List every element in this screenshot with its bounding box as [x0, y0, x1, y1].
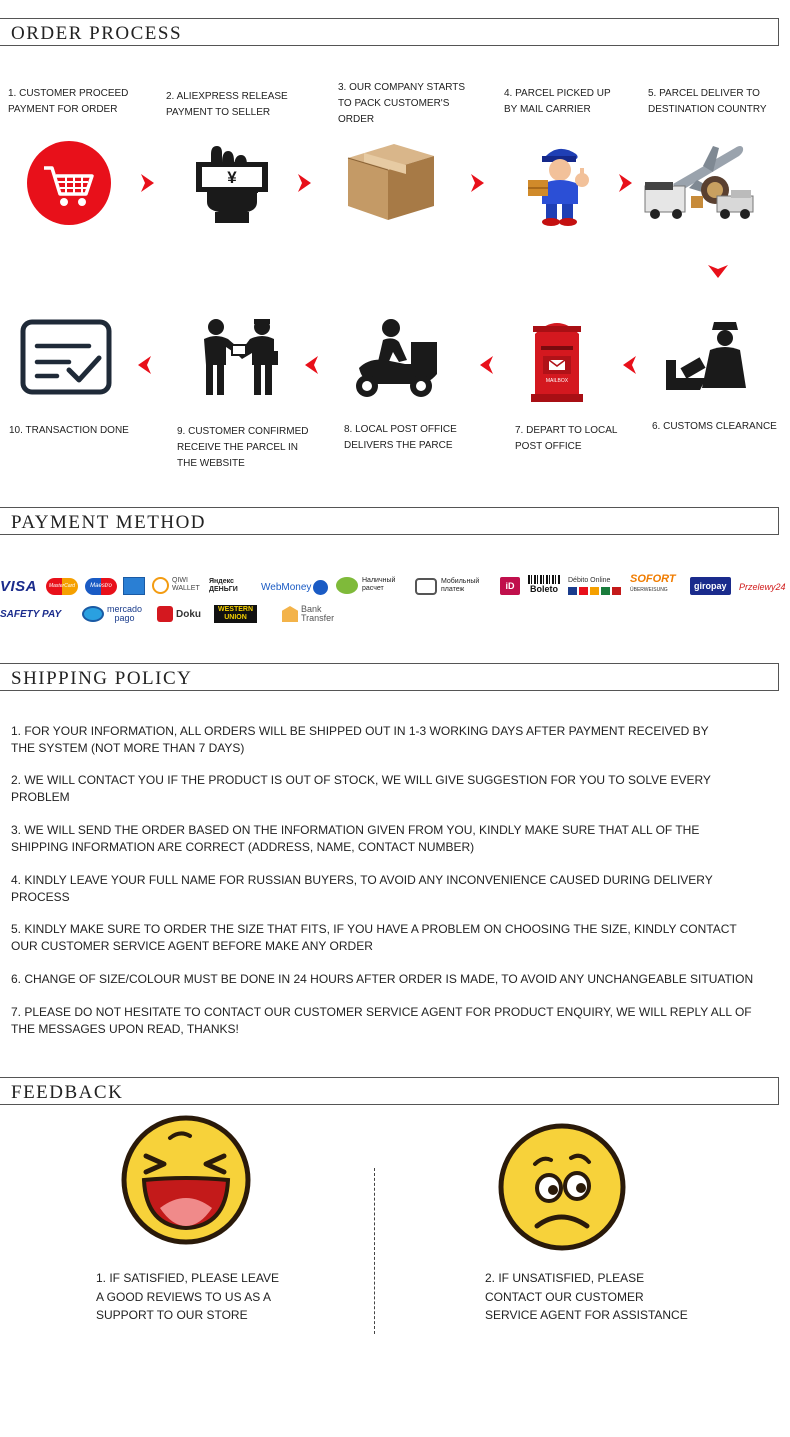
arrow-right-icon	[469, 173, 485, 193]
sofort-logo: SOFORT ÜBERWEISUNG	[630, 573, 676, 593]
feedback-divider	[374, 1168, 375, 1334]
shipping-policy-header	[0, 663, 779, 691]
handover-icon	[196, 315, 282, 399]
step-10-label: 10. TRANSACTION DONE	[9, 425, 129, 436]
mailbox-text: MAILBOX	[545, 378, 569, 384]
step-5-label: 5. PARCEL DELIVER TO DESTINATION COUNTRY	[648, 88, 767, 115]
webmoney-logo: WebMoney	[261, 577, 328, 597]
feedback-title: FEEDBACK	[11, 1082, 124, 1103]
customs-officer-icon	[662, 318, 752, 392]
arrow-left-icon	[622, 355, 638, 375]
order-process-title: ORDER PROCESS	[11, 23, 183, 44]
policy-item-1: 1. FOR YOUR INFORMATION, ALL ORDERS WILL BE SHIPPED OUT IN 1-3 WORKING DAYS AFTER PAYMENT RECEIVED BY THE SYSTEM (NOT MORE THAN 7 DAYS)	[11, 724, 709, 755]
policy-item-3: 3. WE WILL SEND THE ORDER BASED ON THE INFORMATION GIVEN FROM YOU, KINDLY MAKE SURE THAT ALL OF THE SHIPPING INFORMATION ARE CORRECT (ADDRESS, NAME, CONTACT NUMBER)	[11, 823, 700, 854]
policy-item-4: 4. KINDLY LEAVE YOUR FULL NAME FOR RUSSIAN BUYERS, TO AVOID ANY INCONVENIENCE CAUSED DURING DELIVERY PROCESS	[11, 873, 713, 904]
step-4-label: 4. PARCEL PICKED UP BY MAIL CARRIER	[504, 88, 611, 115]
checkmark-document-icon	[19, 318, 113, 396]
parcel-box-icon	[344, 136, 438, 224]
plane-truck-icon	[643, 140, 759, 224]
policy-item-7: 7. PLEASE DO NOT HESITATE TO CONTACT OUR CUSTOMER SERVICE AGENT FOR PRODUCT ENQUIRY, WE WILL REPLY ALL OF THE MESSAGES UPON READ, THANKS!	[11, 1005, 752, 1036]
feedback-satisfied-text: 1. IF SATISFIED, PLEASE LEAVE A GOOD REVIEWS TO US AS A SUPPORT TO OUR STORE	[96, 1271, 279, 1322]
step-9-label: 9. CUSTOMER CONFIRMED RECEIVE THE PARCEL IN THE WEBSITE	[177, 426, 309, 469]
western-union-logo: WESTERN UNION	[214, 604, 257, 624]
arrow-left-icon	[479, 355, 495, 375]
mercadopago-logo: mercado pago	[82, 604, 142, 624]
mail-carrier-icon	[522, 140, 600, 226]
amex-logo	[123, 576, 145, 596]
policy-item-5: 5. KINDLY MAKE SURE TO ORDER THE SIZE THAT FITS, IF YOU HAVE A PROBLEM ON CHOOSING THE SIZE, KINDLY CONTACT OUR CUSTOMER SERVICE AGENT BEFORE MAKE ANY ORDER	[11, 922, 737, 953]
step-7-label: 7. DEPART TO LOCAL POST OFFICE	[515, 425, 618, 452]
arrow-right-icon	[296, 173, 312, 193]
mobile-payment-logo: Мобильный платеж	[415, 576, 479, 596]
step-3-label: 3. OUR COMPANY STARTS TO PACK CUSTOMER'S ORDER	[338, 82, 466, 125]
yandex-money-logo: Яндекс ДЕНЬГИ	[209, 578, 238, 593]
policy-item-2: 2. WE WILL CONTACT YOU IF THE PRODUCT IS OUT OF STOCK, WE WILL GIVE SUGGESTION FOR YOU TO SOLVE EVERY PROBLEM	[11, 773, 711, 804]
maestro-logo: Maestro	[85, 576, 117, 596]
mailbox-icon	[531, 318, 583, 402]
bank-transfer-logo: Bank Transfer	[282, 604, 334, 624]
happy-face-icon	[120, 1114, 252, 1246]
boleto-logo: Boleto	[528, 575, 560, 595]
arrow-right-icon	[139, 173, 155, 193]
visa-logo: VISA	[0, 577, 38, 595]
safetypay-logo: SAFETY PAY	[0, 608, 62, 620]
step-2-label: 2. ALIEXPRESS RELEASE PAYMENT TO SELLER	[166, 91, 288, 118]
mastercard-logo: MasterCard	[46, 576, 78, 596]
cash-payment-logo: Наличный расчет	[336, 575, 395, 595]
payment-method-title: PAYMENT METHOD	[11, 512, 207, 533]
arrow-right-icon	[617, 173, 633, 193]
sad-face-icon	[497, 1122, 627, 1252]
debito-online-logo: Débito Online	[568, 575, 621, 595]
feedback-header	[0, 1077, 779, 1105]
step-1-label: 1. CUSTOMER PROCEED PAYMENT FOR ORDER	[8, 88, 129, 115]
step-8-label: 8. LOCAL POST OFFICE DELIVERS THE PARCE	[344, 424, 457, 451]
order-process-header	[0, 18, 779, 46]
przelewy24-logo: Przelewy24	[739, 581, 786, 592]
giropay-logo: giropay	[690, 576, 731, 596]
svg-text:¥: ¥	[227, 168, 237, 187]
arrow-left-icon	[304, 355, 320, 375]
shipping-policy-title: SHIPPING POLICY	[11, 668, 193, 689]
policy-item-6: 6. CHANGE OF SIZE/COLOUR MUST BE DONE IN 24 HOURS AFTER ORDER IS MADE, TO AVOID ANY UNCHANGEABLE SITUATION	[11, 972, 754, 986]
feedback-unsatisfied-text: 2. IF UNSATISFIED, PLEASE CONTACT OUR CUSTOMER SERVICE AGENT FOR ASSISTANCE	[485, 1271, 688, 1322]
payment-method-header	[0, 507, 779, 535]
ideal-logo: iD	[500, 576, 520, 596]
yen-payment-icon	[193, 140, 271, 224]
shopping-cart-icon	[26, 140, 112, 226]
qiwi-logo: QIWI WALLET	[152, 575, 200, 595]
step-6-label: 6. CUSTOMS CLEARANCE	[652, 421, 777, 432]
arrow-down-icon	[707, 263, 729, 279]
arrow-left-icon	[137, 355, 153, 375]
delivery-scooter-icon	[351, 316, 441, 402]
doku-logo: Doku	[157, 604, 201, 624]
